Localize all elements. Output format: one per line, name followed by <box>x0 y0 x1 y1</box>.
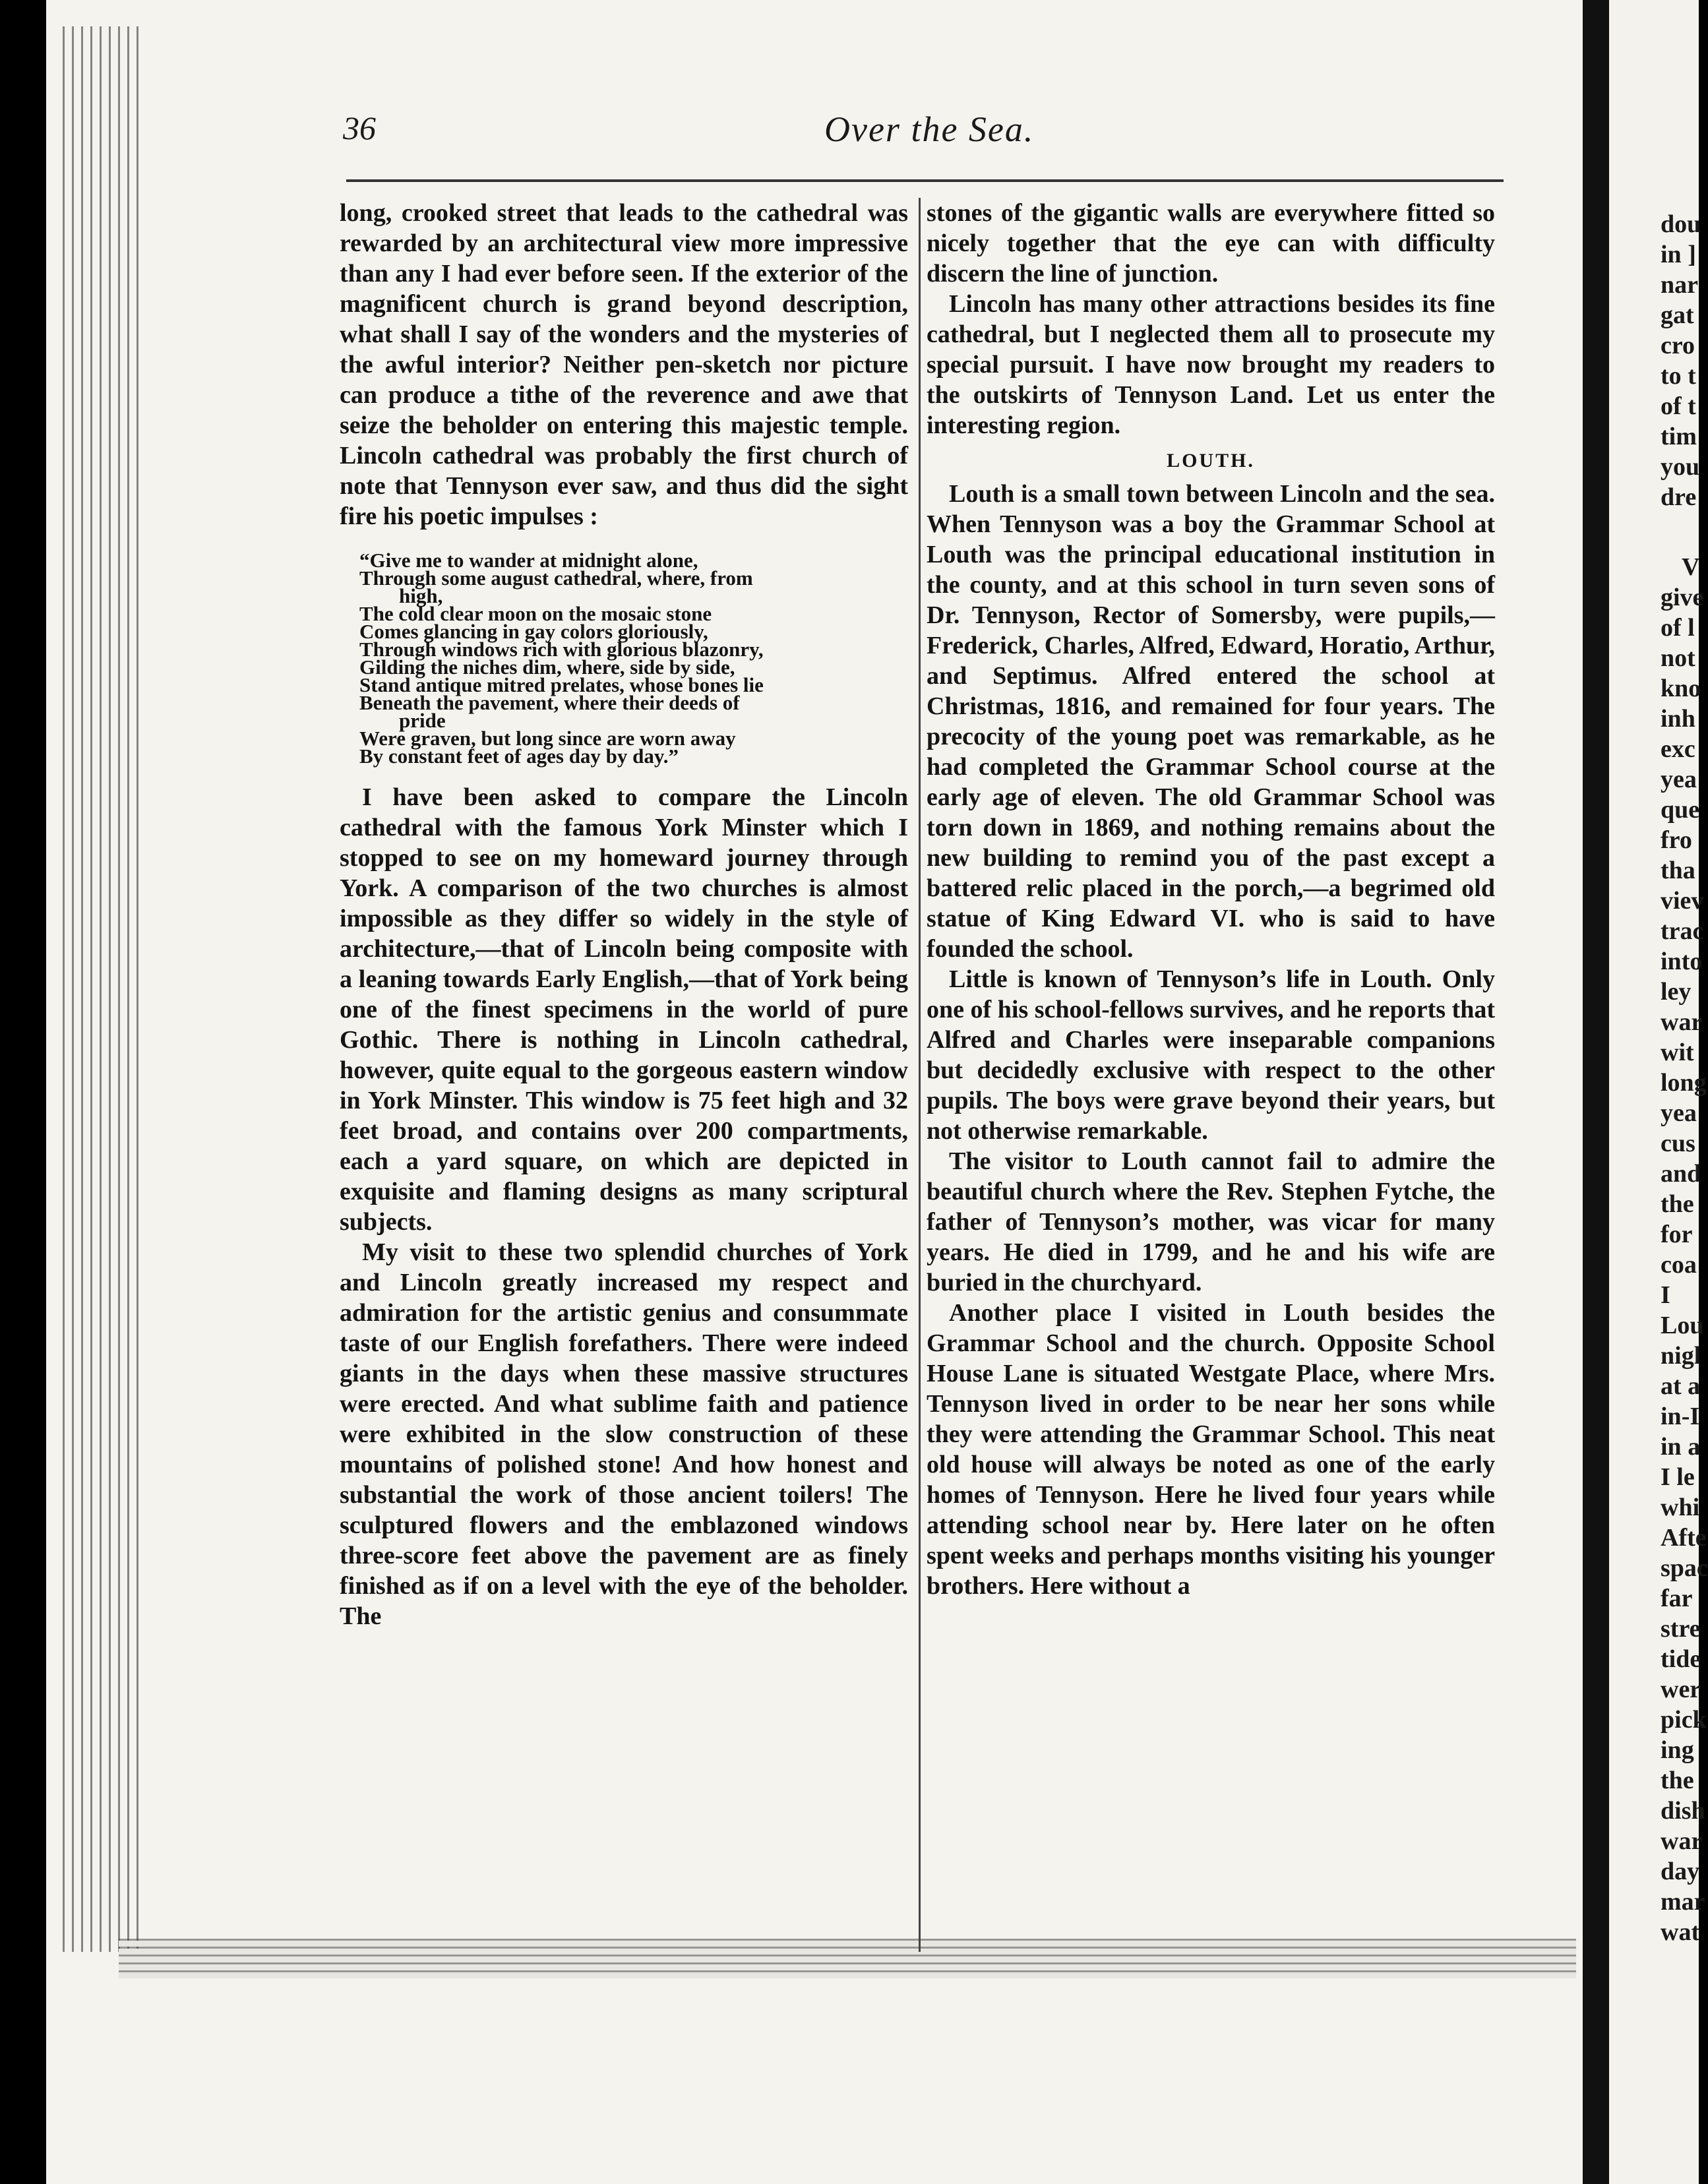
poem-line: Gilding the niches dim, where, side by side, <box>359 655 735 679</box>
facing-page-fragment: viev <box>1661 887 1704 915</box>
running-title: Over the Sea. <box>824 109 1035 149</box>
facing-page-fragment: ing <box>1661 1736 1694 1764</box>
facing-page-fragment: for <box>1661 1221 1693 1248</box>
facing-page-fragment: yea <box>1661 766 1697 793</box>
facing-page-fragment: of l <box>1661 614 1695 642</box>
facing-page-fragment: exc <box>1661 735 1695 763</box>
poem-line: Through windows rich with glorious blazonry, <box>359 638 764 661</box>
facing-page-fragment: tha <box>1661 857 1695 884</box>
facing-page-fragment: to t <box>1661 362 1696 390</box>
facing-page-edge <box>1609 0 1708 2184</box>
facing-page-fragment: not <box>1661 644 1695 672</box>
paragraph: long, crooked street that leads to the cathedral was rewarded by an architectural view more impressive than any I had ever before seen. If the exterior of the magnificent church is grand beyond description, what shall I say of the wonders and the mysteries of the awful interior? Neither pen-sketch nor picture can produce a tithe of the reverence and awe that seize the beholder on entering this majestic temple. Lincoln cathedral was probably the first church of note that Tennyson ever saw, and thus did the sight fire his poetic impulses : <box>340 199 908 530</box>
facing-page-fragment: tim <box>1661 423 1697 450</box>
facing-page-fragment: I <box>1661 1281 1670 1309</box>
facing-page-fragment: of t <box>1661 392 1696 420</box>
left-column <box>340 198 908 1631</box>
facing-page-fragment: day <box>1661 1858 1700 1885</box>
facing-page-fragment: yea <box>1661 1099 1697 1127</box>
poem-line: pride <box>399 709 446 732</box>
facing-page-fragment: whi <box>1661 1494 1700 1521</box>
facing-page-fragment: dre <box>1661 483 1697 511</box>
column-divider <box>919 198 921 1952</box>
facing-page-fragment: stre <box>1661 1615 1701 1643</box>
facing-page-fragment: kno <box>1661 675 1701 702</box>
facing-page-fragment: the <box>1661 1767 1694 1794</box>
facing-page-fragment: in-I <box>1661 1403 1700 1430</box>
poem-line: Stand antique mitred prelates, whose bones lie <box>359 673 764 696</box>
facing-page-fragment: nigl <box>1661 1342 1701 1370</box>
poem-line: “Give me to wander at midnight alone, <box>359 549 698 572</box>
header-rule <box>346 179 1504 182</box>
book-gutter <box>1583 0 1609 2184</box>
facing-page-fragment: wit <box>1661 1039 1694 1066</box>
facing-page-fragment: que <box>1661 796 1700 824</box>
facing-page-fragment: pick <box>1661 1706 1707 1734</box>
page-bottom-edges <box>119 1939 1576 1978</box>
facing-page-fragment: Lou <box>1661 1312 1704 1339</box>
facing-page-fragment: dou <box>1661 210 1701 238</box>
paragraph: Louth is a small town between Lincoln and the sea. When Tennyson was a boy the Grammar School at Louth was the principal educational institution in the county, and at this school in turn seven sons of Dr. Tennyson, Rector of Somersby, were pupils,—Frederick, Charles, Alfred, Edward, Horatio, Arthur, and Septimus. Alfred entered the school at Christmas, 1816, and remained for four years. The precocity of the young poet was remarkable, as he had completed the Grammar School course at the early age of eleven. The old Grammar School was torn down in 1869, and nothing remains about the new building to remind you of the past except a battered relic placed in the porch,—a begrimed old statue of King Edward VI. who is said to have founded the school. <box>927 480 1495 963</box>
paragraph: Little is known of Tennyson’s life in Louth. Only one of his school-fellows survives, and he reports that Alfred and Charles were inseparable companions but decidedly exclusive with respect to the other pupils. The boys were grave beyond their years, but not otherwise remarkable. <box>927 965 1495 1145</box>
poem-line: Comes glancing in gay colors gloriously, <box>359 620 708 643</box>
poem-quote <box>359 549 908 768</box>
poem-line: By constant feet of ages day by day.” <box>359 744 679 768</box>
paragraph: Lincoln has many other attractions besides its fine cathedral, but I neglected them all to prosecute my special pursuit. I have now brought my readers to the outskirts of Tennyson Land. Let us enter the interesting region. <box>927 290 1495 439</box>
facing-page-fragment: tide <box>1661 1645 1701 1673</box>
page-number: 36 <box>343 109 376 146</box>
facing-page-fragment: far <box>1661 1585 1693 1612</box>
page-edges <box>63 26 142 1952</box>
facing-page-fragment: you <box>1661 453 1700 481</box>
poem-line: The cold clear moon on the mosaic stone <box>359 602 712 625</box>
facing-page-fragment: fro <box>1661 826 1692 854</box>
facing-page-fragment: nar <box>1661 271 1698 299</box>
facing-page-fragment: the <box>1661 1190 1694 1218</box>
facing-page-fragment: coa <box>1661 1251 1697 1279</box>
facing-page-fragment: in a <box>1661 1433 1701 1461</box>
paragraph: Another place I visited in Louth besides the Grammar School and the church. Opposite School House Lane is situated Westgate Place, where Mrs. Tennyson lived in order to be near her sons while they were attending the Grammar School. This neat old house will always be noted as one of the early homes of Tennyson. Here he lived four years while attending school near by. Here later on he often spent weeks and perhaps months visiting his younger brothers. Here without a <box>927 1299 1495 1600</box>
facing-page-fragment: long <box>1661 1069 1707 1097</box>
facing-page-fragment: I le <box>1661 1463 1695 1491</box>
facing-page-fragment: mar <box>1661 1888 1705 1916</box>
facing-page-fragment: trac <box>1661 917 1704 945</box>
facing-page-fragment: Afte <box>1661 1524 1707 1552</box>
section-subheading: LOUTH. <box>1167 450 1255 471</box>
paragraph: stones of the gigantic walls are everywhere fitted so nicely together that the eye can with difficulty discern the line of junction. <box>927 199 1495 288</box>
facing-page-fragment: into <box>1661 948 1703 975</box>
poem-line: Beneath the pavement, where their deeds of <box>359 691 740 714</box>
facing-page-fragment: inh <box>1661 705 1695 733</box>
facing-page-fragment: V <box>1682 553 1700 581</box>
facing-page-fragment: in ] <box>1661 241 1696 268</box>
poem-line: Were graven, but long since are worn away <box>359 727 736 750</box>
facing-page-fragment: war <box>1661 1008 1703 1036</box>
paragraph: I have been asked to compare the Lincoln cathedral with the famous York Minster which I stopped to see on my homeward journey through York. A comparison of the two churches is almost impossible as they differ so widely in the style of architecture,—that of Lincoln being composite with a leaning towards Early English,—that of York being one of the finest specimens in the world of pure Gothic. There is nothing in Lincoln cathedral, however, quite equal to the gorgeous eastern window in York Minster. This window is 75 feet high and 32 feet broad, and contains over 200 compartments, each a yard square, on which are depicted in exquisite and flaming designs as many scriptural subjects. <box>340 783 908 1236</box>
facing-page-fragment: wer <box>1661 1676 1701 1703</box>
facing-page-fragment: gat <box>1661 301 1694 329</box>
facing-page-fragment: war <box>1661 1827 1703 1855</box>
facing-page-fragment: cus <box>1661 1130 1695 1157</box>
facing-page-fragment: at a <box>1661 1372 1701 1400</box>
facing-page-fragment: ley <box>1661 978 1692 1006</box>
facing-page-fragment: wat <box>1661 1918 1700 1946</box>
facing-page-fragment: cro <box>1661 332 1695 359</box>
paragraph: My visit to these two splendid churches of York and Lincoln greatly increased my respect and admiration for the artistic genius and consummate taste of our English forefathers. There were indeed giants in the days when these massive structures were erected. And what sublime faith and patience were exhibited in the slow construction of these mountains of polished stone! And how honest and substantial the work of those ancient toilers! The sculptured flowers and the emblazoned windows three-score feet above the pavement are as finely finished as if on a level with the eye of the beholder. The <box>340 1238 908 1630</box>
facing-page-fragment: give <box>1661 584 1704 611</box>
poem-line: high, <box>399 584 443 607</box>
facing-page-fragment: dish <box>1661 1797 1705 1825</box>
right-column <box>927 198 1495 1601</box>
facing-page-fragment: and <box>1661 1160 1701 1188</box>
poem-line: Through some august cathedral, where, from <box>359 566 753 590</box>
facing-page-fragment: spac <box>1661 1554 1708 1582</box>
paragraph: The visitor to Louth cannot fail to admire the beautiful church where the Rev. Stephen Fytche, the father of Tennyson’s mother, was vicar for many years. He died in 1799, and he and his wife are buried in the churchyard. <box>927 1147 1495 1296</box>
